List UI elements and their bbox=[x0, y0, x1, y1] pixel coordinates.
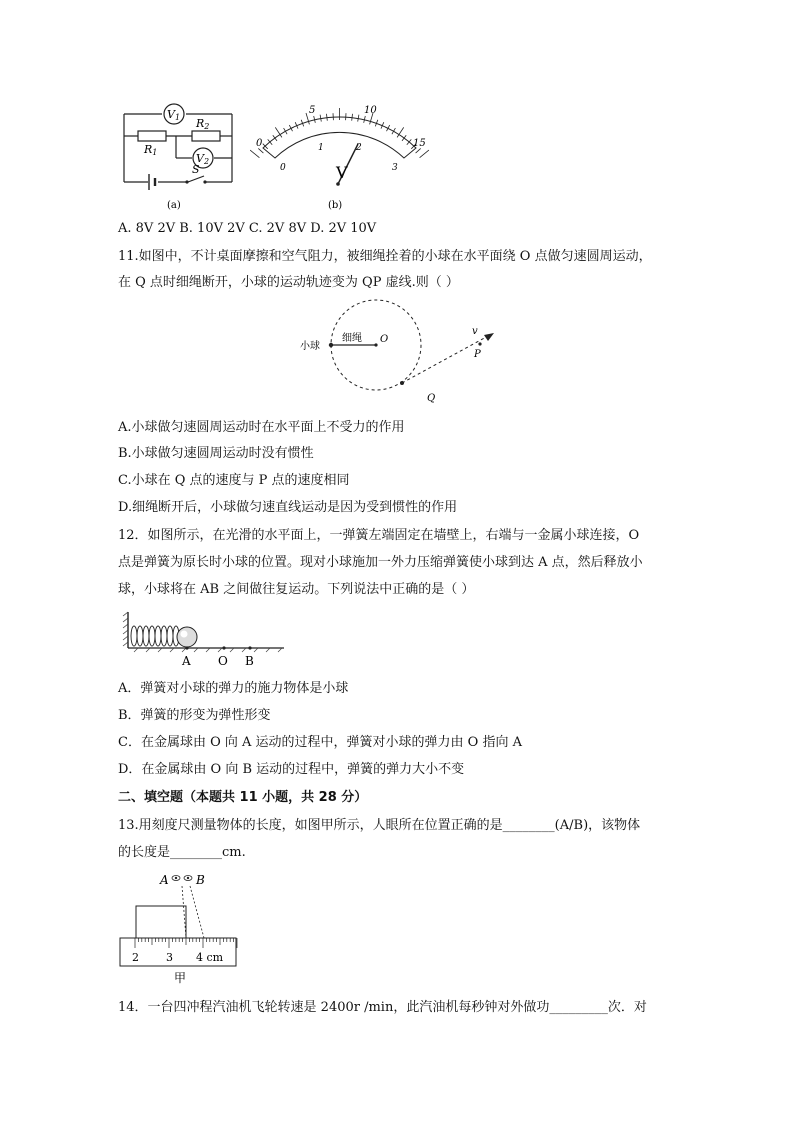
q12-option-d: D．在金属球由 O 向 B 运动的过程中，弹簧的弹力大小不变 bbox=[118, 762, 465, 777]
p-label: P bbox=[474, 349, 481, 360]
r2-label: R2 bbox=[196, 117, 210, 131]
meter-inner-2: 2 bbox=[356, 143, 362, 153]
q11-stem-line1: 11.如图中，不计桌面摩擦和空气阻力，被细绳拴着的小球在水平面绕 O 点做匀速圆周运动， bbox=[118, 249, 652, 264]
q10-options: A. 8V 2V B. 10V 2V C. 2V 8V D. 2V 10V bbox=[118, 221, 377, 236]
v-label: v bbox=[472, 326, 478, 337]
q11-stem-line2: 在 Q 点时细绳断开，小球的运动轨迹变为 QP 虚线.则（ ） bbox=[118, 275, 459, 290]
circular-motion-figure bbox=[296, 298, 506, 406]
ruler-tick-3: 3 bbox=[166, 951, 173, 964]
switch-label: S bbox=[192, 163, 200, 176]
q12-stem-line2: 点是弹簧为原长时小球的位置。现对小球施加一外力压缩弹簧使小球到达 A 点，然后释放小 bbox=[118, 555, 643, 570]
v1-label: V1 bbox=[167, 108, 181, 122]
q-label: Q bbox=[427, 393, 436, 404]
q11-option-d: D.细绳断开后，小球做匀速直线运动是因为受到惯性的作用 bbox=[118, 500, 458, 515]
q12-option-b: B．弹簧的形变为弹性形变 bbox=[118, 708, 271, 723]
meter-outer-15: 15 bbox=[413, 138, 426, 149]
circuit-figure-a bbox=[118, 96, 240, 214]
meter-inner-1: 1 bbox=[318, 143, 324, 153]
r1-label: R1 bbox=[144, 143, 158, 157]
spring-ball-figure bbox=[122, 608, 292, 670]
voltmeter-figure-b bbox=[250, 96, 430, 214]
eye-a-label: A bbox=[160, 873, 169, 887]
point-o-label: O bbox=[218, 654, 228, 668]
meter-outer-5: 5 bbox=[309, 105, 316, 116]
meter-outer-0: 0 bbox=[256, 138, 263, 149]
meter-tick bbox=[258, 148, 263, 153]
eye-b-label: B bbox=[196, 873, 205, 887]
meter-inner-3: 3 bbox=[392, 163, 398, 173]
q13-stem-line2: 的长度是________cm. bbox=[118, 845, 246, 860]
q11-option-b: B.小球做匀速圆周运动时没有惯性 bbox=[118, 446, 314, 461]
q12-option-c: C．在金属球由 O 向 A 运动的过程中，弹簧对小球的弹力由 O 指向 A bbox=[118, 735, 522, 750]
center-o-label: O bbox=[380, 334, 389, 345]
q12-stem-line1: 12．如图所示，在光滑的水平面上，一弹簧左端固定在墙壁上，右端与一金属小球连接，O bbox=[118, 528, 640, 543]
ruler-tick-2: 2 bbox=[132, 951, 139, 964]
meter-inner-0: 0 bbox=[280, 163, 286, 173]
section-2-heading: 二、填空题（本题共 11 小题，共 28 分） bbox=[118, 790, 368, 805]
q14-stem-line1: 14．一台四冲程汽油机飞轮转速是 2400r /min，此汽油机每秒钟对外做功_________次．对 bbox=[118, 1000, 647, 1015]
meter-unit: V bbox=[336, 163, 348, 182]
q12-stem-line3: 球，小球将在 AB 之间做往复运动。下列说法中正确的是（ ） bbox=[118, 582, 475, 597]
v2-label: V2 bbox=[196, 152, 210, 166]
meter-outer-10: 10 bbox=[364, 105, 377, 116]
meter-tick bbox=[250, 150, 259, 158]
q13-stem-line1: 13.用刻度尺测量物体的长度，如图甲所示，人眼所在位置正确的是________(A/B)，该物体 bbox=[118, 818, 641, 833]
q11-option-c: C.小球在 Q 点的速度与 P 点的速度相同 bbox=[118, 473, 350, 488]
rope-label: 细绳 bbox=[342, 333, 362, 344]
meter-tick bbox=[416, 148, 421, 153]
ruler-caption: 甲 bbox=[174, 971, 187, 985]
point-a-label: A bbox=[182, 654, 191, 668]
meter-tick bbox=[420, 150, 429, 158]
ball-label: 小球 bbox=[300, 341, 320, 352]
fig-b-caption: (b) bbox=[328, 200, 343, 211]
fig-a-caption: (a) bbox=[167, 200, 181, 211]
q11-option-a: A.小球做匀速圆周运动时在水平面上不受力的作用 bbox=[118, 420, 405, 435]
point-b-label: B bbox=[245, 654, 254, 668]
ruler-figure bbox=[116, 868, 242, 986]
ruler-tick-4: 4 cm bbox=[196, 951, 224, 964]
q12-option-a: A．弹簧对小球的弹力的施力物体是小球 bbox=[118, 681, 349, 696]
